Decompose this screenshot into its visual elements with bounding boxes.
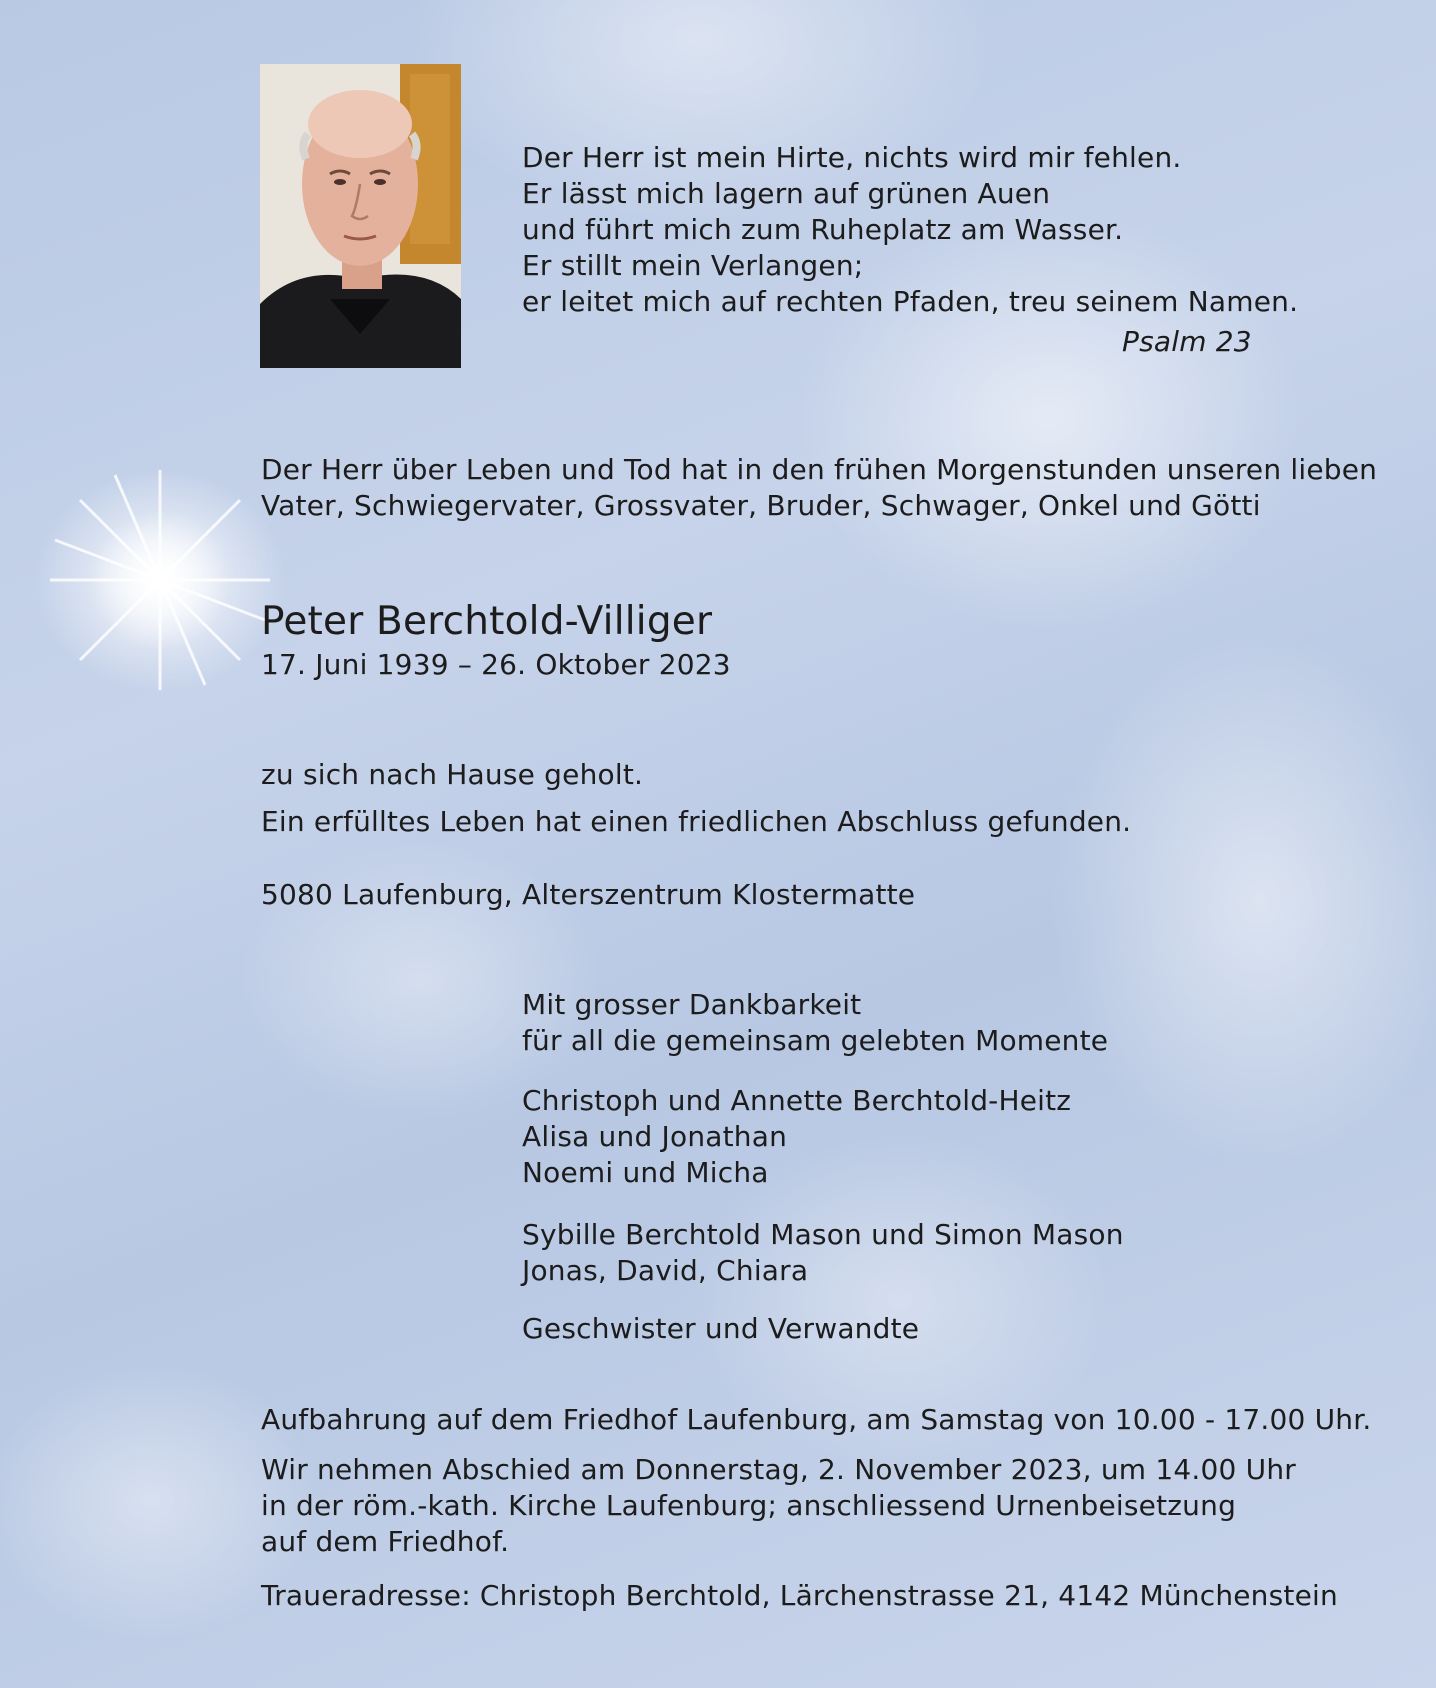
- psalm-line: Er stillt mein Verlangen;: [522, 249, 864, 282]
- family-line: Alisa und Jonathan: [522, 1120, 788, 1153]
- thanks-line: für all die gemeinsam gelebten Momente: [522, 1024, 1109, 1057]
- mourning-address: Traueradresse: Christoph Berchtold, Lärchenstrasse 21, 4142 Münchenstein: [261, 1579, 1338, 1612]
- intro-line: Vater, Schwiegervater, Grossvater, Bruder, Schwager, Onkel und Götti: [261, 489, 1261, 522]
- life-dates: 17. Juni 1939 – 26. Oktober 2023: [261, 648, 731, 681]
- family-group-2: [522, 1217, 1124, 1289]
- intro-line: Der Herr über Leben und Tod hat in den frühen Morgenstunden unseren lieben: [261, 453, 1378, 486]
- closing-line-1: zu sich nach Hause geholt.: [261, 758, 644, 791]
- psalm-text: [522, 140, 1298, 320]
- service-line: Wir nehmen Abschied am Donnerstag, 2. November 2023, um 14.00 Uhr: [261, 1453, 1296, 1486]
- closing-line-2: Ein erfülltes Leben hat einen friedlichen Abschluss gefunden.: [261, 805, 1132, 838]
- family-line: Sybille Berchtold Mason und Simon Mason: [522, 1218, 1124, 1251]
- family-line: Noemi und Micha: [522, 1156, 769, 1189]
- family-line: Christoph und Annette Berchtold-Heitz: [522, 1084, 1072, 1117]
- psalm-line: Er lässt mich lagern auf grünen Auen: [522, 177, 1051, 210]
- psalm-line: er leitet mich auf rechten Pfaden, treu seinem Namen.: [522, 285, 1299, 318]
- viewing-info: Aufbahrung auf dem Friedhof Laufenburg, am Samstag von 10.00 - 17.00 Uhr.: [261, 1403, 1372, 1436]
- service-info: [261, 1452, 1296, 1560]
- family-group-1: [522, 1083, 1071, 1191]
- place-of-death: 5080 Laufenburg, Alterszentrum Klostermatte: [261, 878, 916, 911]
- service-line: in der röm.-kath. Kirche Laufenburg; anschliessend Urnenbeisetzung: [261, 1489, 1237, 1522]
- family-line: Jonas, David, Chiara: [522, 1254, 809, 1287]
- thanks-text: [522, 987, 1108, 1059]
- family-group-3: Geschwister und Verwandte: [522, 1312, 920, 1345]
- service-line: auf dem Friedhof.: [261, 1525, 510, 1558]
- psalm-line: und führt mich zum Ruheplatz am Wasser.: [522, 213, 1124, 246]
- intro-text: [261, 452, 1377, 524]
- psalm-line: Der Herr ist mein Hirte, nichts wird mir fehlen.: [522, 141, 1182, 174]
- sun-burst-decoration: [40, 460, 280, 700]
- portrait-photo: [260, 64, 461, 368]
- deceased-name: Peter Berchtold-Villiger: [261, 599, 713, 644]
- thanks-line: Mit grosser Dankbarkeit: [522, 988, 862, 1021]
- psalm-reference: Psalm 23: [1122, 325, 1252, 358]
